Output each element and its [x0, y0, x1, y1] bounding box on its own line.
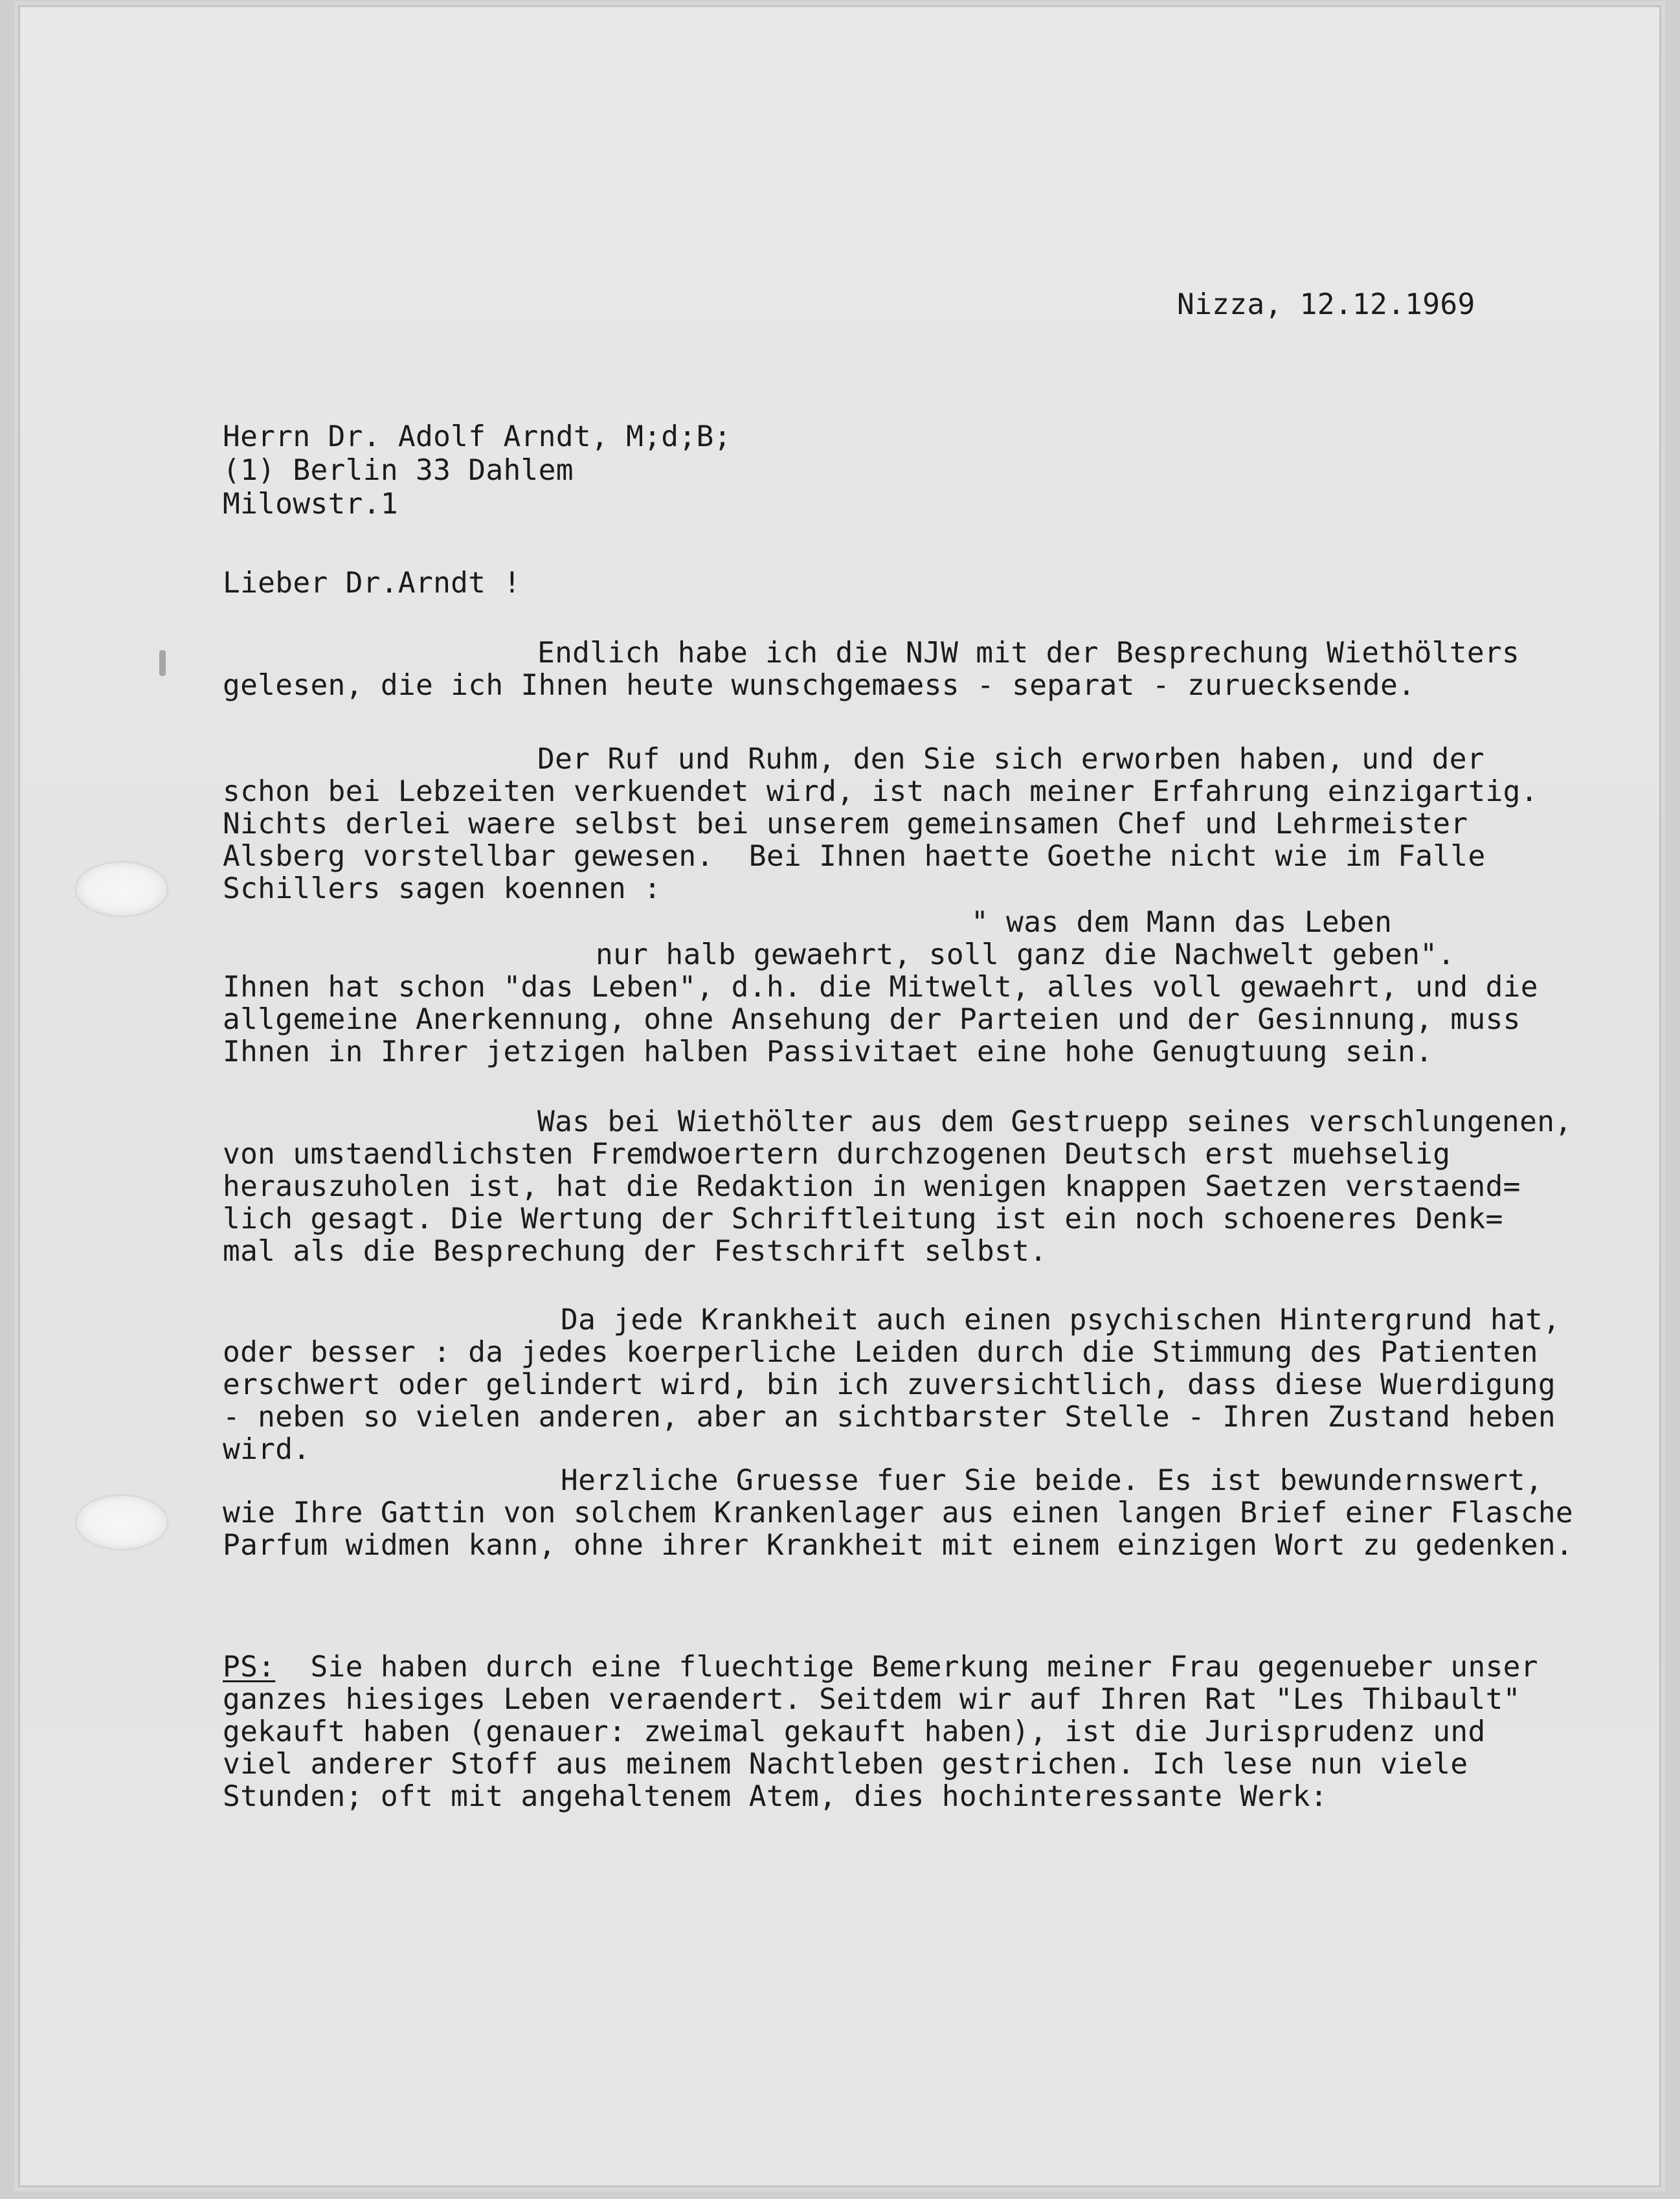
punch-hole-lower — [76, 1496, 167, 1549]
body-line: erschwert oder gelindert wird, bin ich zuversichtlich, dass diese Wuerdigung — [223, 1368, 1556, 1401]
body-line: Schillers sagen koennen : — [223, 872, 662, 905]
body-line: oder besser : da jedes koerperliche Leiden durch die Stimmung des Patienten — [223, 1336, 1538, 1369]
address-line: (1) Berlin 33 Dahlem — [223, 454, 574, 487]
body-line: Was bei Wiethölter aus dem Gestruepp seines verschlungenen, — [537, 1105, 1573, 1138]
address-line: Milowstr.1 — [223, 488, 398, 521]
postscript-line: viel anderer Stoff aus meinem Nachtleben gestrichen. Ich lese nun viele — [223, 1748, 1468, 1781]
body-line: Endlich habe ich die NJW mit der Besprechung Wiethölters — [537, 637, 1520, 670]
body-line: Da jede Krankheit auch einen psychischen Hintergrund hat, — [561, 1303, 1561, 1336]
body-line: schon bei Lebzeiten verkuendet wird, ist nach meiner Erfahrung einzigartig. — [223, 775, 1538, 808]
postscript-text: Sie haben durch eine fluechtige Bemerkung meiner Frau gegenueber unser — [275, 1651, 1538, 1684]
body-line: Parfum widmen kann, ohne ihrer Krankheit mit einem einzigen Wort zu gedenken. — [223, 1529, 1574, 1562]
body-line: wie Ihre Gattin von solchem Krankenlager aus einen langen Brief einer Flasche — [223, 1496, 1574, 1529]
body-line: mal als die Besprechung der Festschrift selbst. — [223, 1235, 1047, 1268]
quote-line: " was dem Mann das Leben — [971, 906, 1393, 939]
body-line: wird. — [223, 1433, 311, 1466]
body-line: von umstaendlichsten Fremdwoertern durchzogenen Deutsch erst muehselig — [223, 1138, 1451, 1171]
date-line: Nizza, 12.12.1969 — [1177, 288, 1475, 321]
body-line: Nichts derlei waere selbst bei unserem gemeinsamen Chef und Lehrmeister — [223, 807, 1468, 840]
ink-smudge-mark — [159, 650, 166, 676]
letter-sheet — [18, 5, 1661, 2187]
body-line: gelesen, die ich Ihnen heute wunschgemaess - separat - zuruecksende. — [223, 669, 1416, 702]
salutation: Lieber Dr.Arndt ! — [223, 567, 521, 600]
body-line: Der Ruf und Ruhm, den Sie sich erworben haben, und der — [537, 743, 1484, 776]
postscript-label: PS: — [223, 1651, 276, 1684]
address-line: Herrn Dr. Adolf Arndt, M;d;B; — [223, 420, 732, 453]
body-line: Ihnen hat schon "das Leben", d.h. die Mitwelt, alles voll gewaehrt, und die — [223, 971, 1538, 1004]
postscript-first-line — [223, 1651, 1538, 1684]
body-line: Ihnen in Ihrer jetzigen halben Passivitaet eine hohe Genugtuung sein. — [223, 1035, 1433, 1068]
body-line: herauszuholen ist, hat die Redaktion in wenigen knappen Saetzen verstaend= — [223, 1170, 1521, 1203]
body-line: Alsberg vorstellbar gewesen. Bei Ihnen haette Goethe nicht wie im Falle — [223, 840, 1486, 873]
body-line: - neben so vielen anderen, aber an sichtbarster Stelle - Ihren Zustand heben — [223, 1401, 1556, 1434]
postscript-line: Stunden; oft mit angehaltenem Atem, dies hochinteressante Werk: — [223, 1780, 1328, 1813]
body-line: lich gesagt. Die Wertung der Schriftleitung ist ein noch schoeneres Denk= — [223, 1202, 1503, 1235]
punch-hole-upper — [76, 863, 167, 916]
postscript-line: ganzes hiesiges Leben veraendert. Seitdem wir auf Ihren Rat "Les Thibault" — [223, 1683, 1521, 1716]
postscript-line: gekauft haben (genauer: zweimal gekauft haben), ist die Jurisprudenz und — [223, 1715, 1486, 1748]
body-line: allgemeine Anerkennung, ohne Ansehung der Parteien und der Gesinnung, muss — [223, 1003, 1521, 1036]
quote-line: nur halb gewaehrt, soll ganz die Nachwelt geben". — [596, 938, 1455, 971]
body-line: Herzliche Gruesse fuer Sie beide. Es ist bewundernswert, — [561, 1464, 1543, 1497]
